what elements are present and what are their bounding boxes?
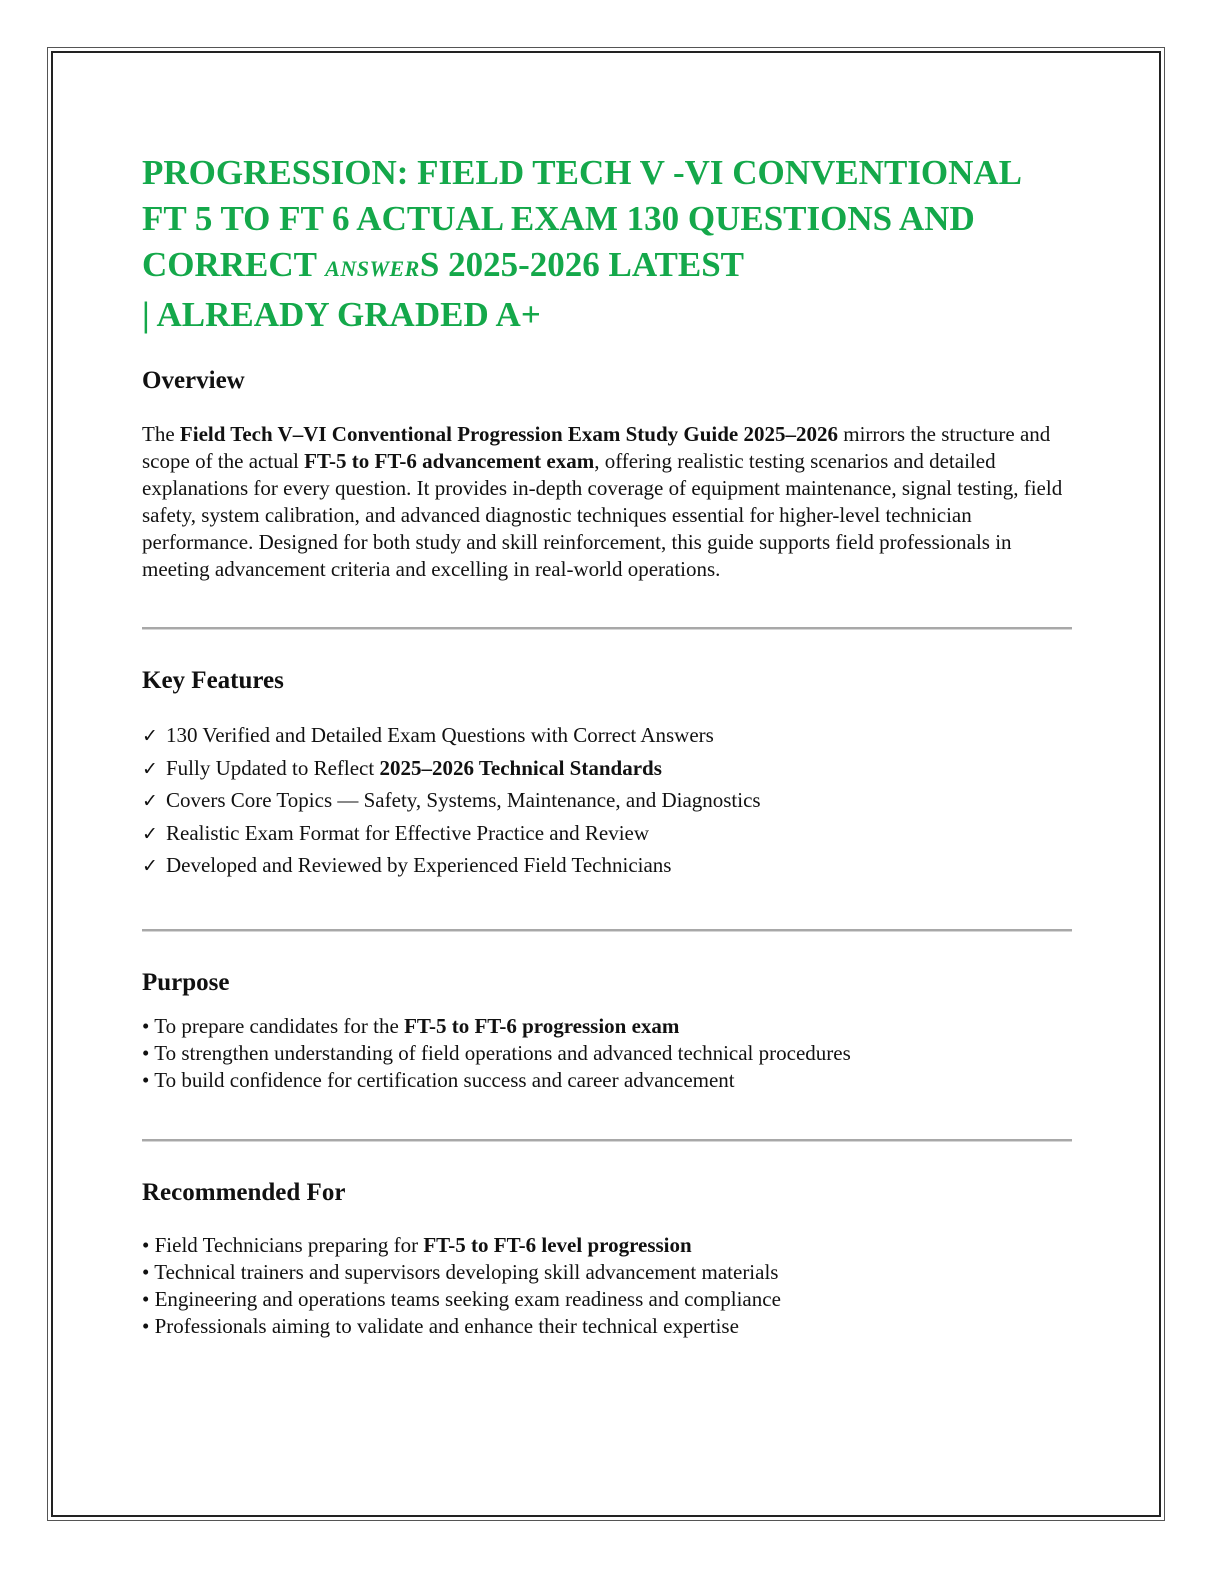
purpose-heading: Purpose	[142, 968, 230, 996]
bullet-icon: •	[142, 1259, 150, 1284]
list-item: ✓ Developed and Reviewed by Experienced Field Technicians	[142, 850, 1072, 883]
list-item: ✓ 130 Verified and Detailed Exam Questions with Correct Answers	[142, 720, 1072, 753]
key-features-list	[142, 720, 1072, 883]
title-line-2: FT 5 TO FT 6 ACTUAL EXAM 130 QUESTIONS AND	[142, 199, 975, 238]
overview-text-2: mirrors the structure and scope of the actual	[142, 422, 1051, 473]
bullet-icon: •	[142, 1313, 150, 1338]
list-item: • To prepare candidates for the FT-5 to FT-6 progression exam	[142, 1013, 680, 1038]
section-divider	[142, 929, 1072, 932]
list-item: ✓ Fully Updated to Reflect 2025–2026 Technical Standards	[142, 753, 1072, 786]
overview-bold-1: Field Tech V–VI Conventional Progression Exam Study Guide 2025–2026	[179, 422, 839, 446]
title-line-3-small: ANSWER	[325, 256, 420, 281]
list-item: • Engineering and operations teams seeking exam readiness and compliance	[142, 1286, 781, 1311]
list-item: • To strengthen understanding of field operations and advanced technical procedures	[142, 1040, 851, 1065]
title-line-3b: S 2025-2026 LATEST	[419, 245, 745, 284]
list-item: ✓ Covers Core Topics — Safety, Systems, Maintenance, and Diagnostics	[142, 785, 1072, 818]
purpose-list	[142, 1013, 1072, 1094]
title-line-4: | ALREADY GRADED A+	[142, 295, 541, 334]
list-item: • Field Technicians preparing for FT-5 to FT-6 level progression	[142, 1232, 692, 1257]
bullet-icon: •	[142, 1040, 150, 1065]
overview-heading: Overview	[142, 367, 245, 394]
bullet-icon: •	[142, 1067, 150, 1092]
check-icon: ✓	[142, 757, 158, 780]
list-item: • Technical trainers and supervisors developing skill advancement materials	[142, 1259, 779, 1284]
check-icon: ✓	[142, 725, 158, 747]
section-divider	[142, 1139, 1072, 1142]
bullet-icon: •	[142, 1286, 150, 1311]
key-features-heading: Key Features	[142, 667, 284, 694]
overview-bold-2: FT-5 to FT-6 advancement exam	[304, 449, 595, 473]
document-title	[142, 150, 1072, 338]
bullet-icon: •	[142, 1013, 150, 1038]
title-line-1: PROGRESSION: FIELD TECH V -VI CONVENTIONAL	[142, 153, 1023, 192]
document-content	[142, 150, 1072, 1340]
overview-paragraph	[142, 421, 1072, 583]
bullet-icon: •	[142, 1232, 150, 1257]
list-item: • To build confidence for certification success and career advancement	[142, 1067, 735, 1092]
title-line-3a: CORRECT	[142, 245, 326, 284]
list-item: • Professionals aiming to validate and enhance their technical expertise	[142, 1313, 739, 1338]
check-icon: ✓	[142, 822, 158, 845]
check-icon: ✓	[142, 790, 158, 812]
overview-text-1: The	[142, 422, 180, 446]
list-item: ✓ Realistic Exam Format for Effective Practice and Review	[142, 818, 1072, 851]
check-icon: ✓	[142, 855, 158, 877]
section-divider	[142, 627, 1072, 630]
recommended-list	[142, 1232, 1072, 1340]
recommended-heading: Recommended For	[142, 1178, 346, 1206]
overview-text-3: , offering realistic testing scenarios and detailed explanations for every question. It provides in-depth coverage of equipment maintenance, signal testing, field safety, system calibration, and advanced diagnostic techniques essential for higher-level technician performance. Designed for both study and skill reinforcement, this guide supports field professionals in meeting advancement criteria and excelling in real-world operations.	[142, 449, 1063, 581]
